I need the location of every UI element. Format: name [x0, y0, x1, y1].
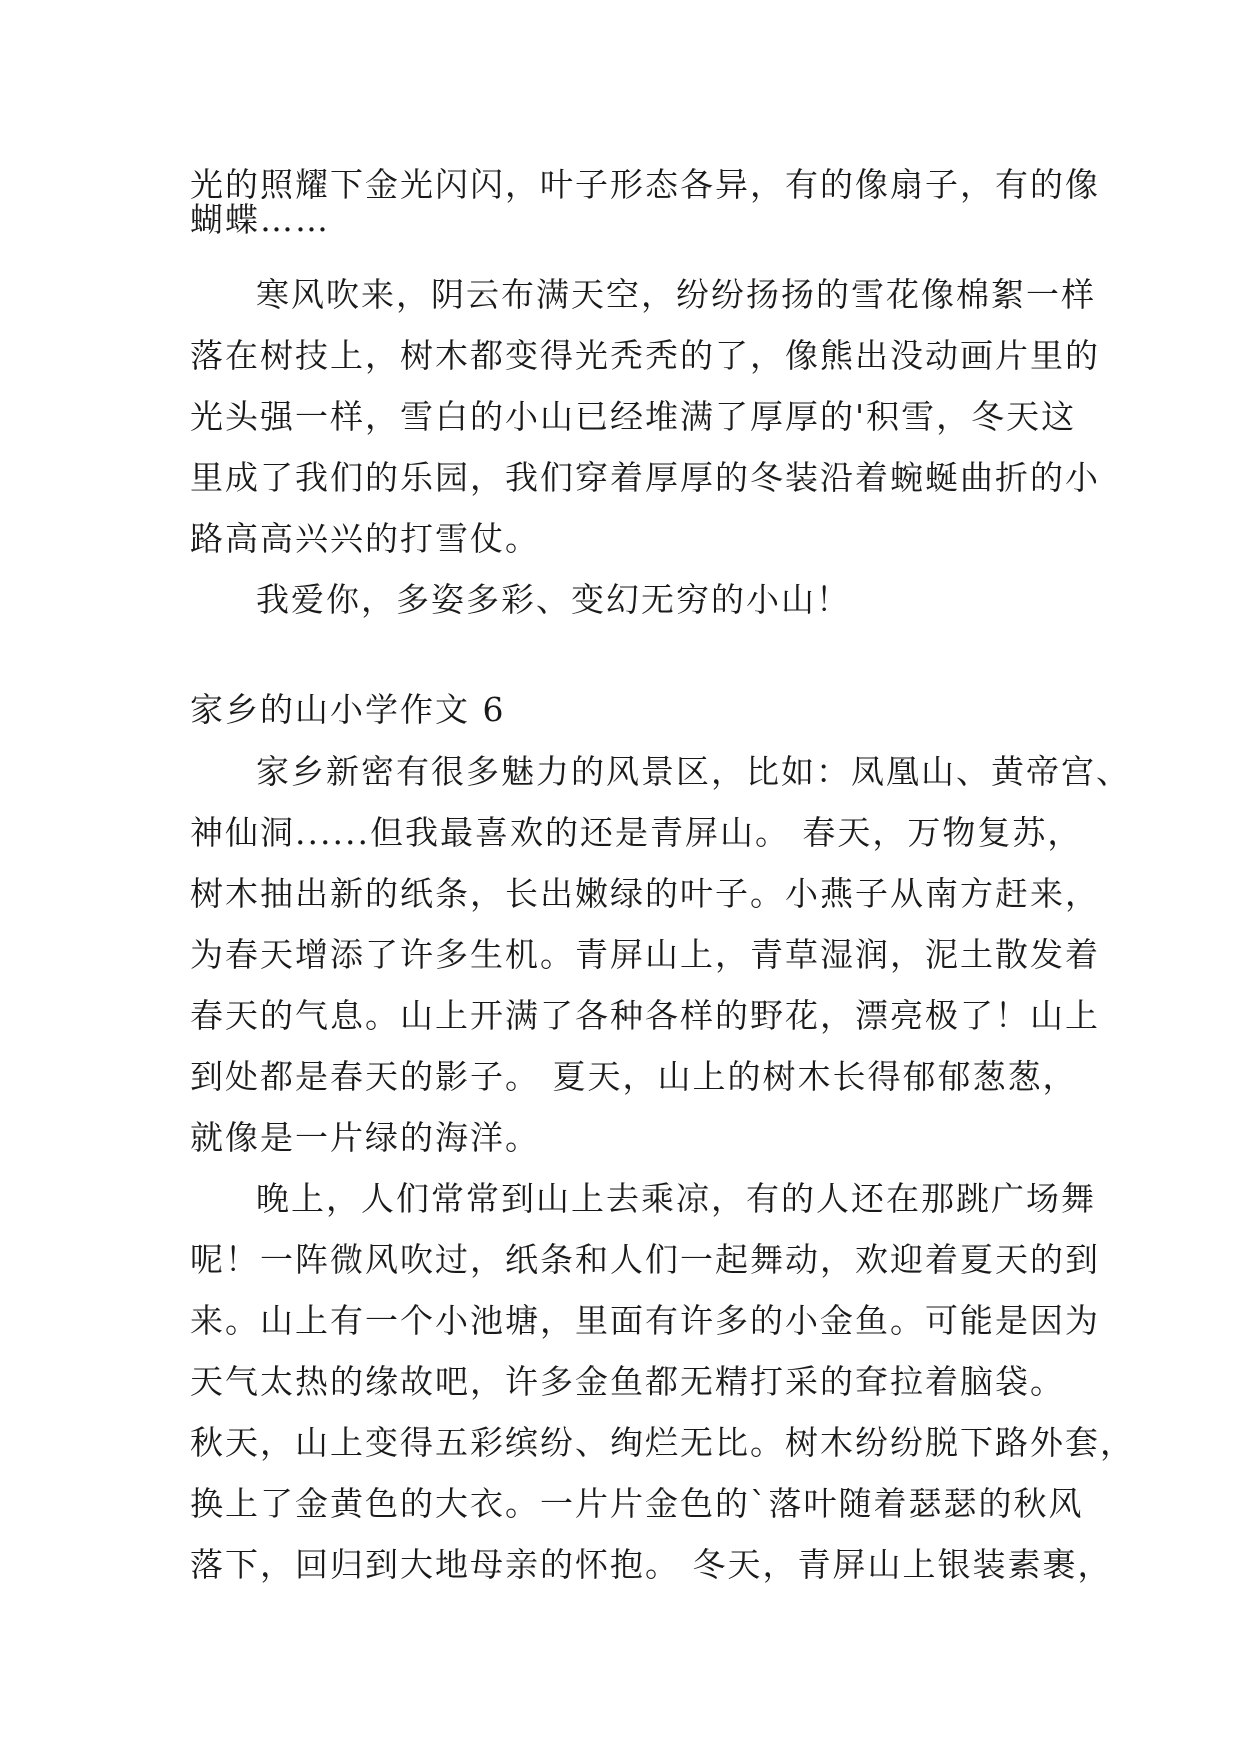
- text-line: 落在树技上，树木都变得光秃秃的了，像熊出没动画片里的: [190, 336, 1100, 375]
- text-line: 来。山上有一个小池塘，里面有许多的小金鱼。可能是因为: [190, 1301, 1100, 1340]
- text-line: 呢！一阵微风吹过，纸条和人们一起舞动，欢迎着夏天的到: [190, 1240, 1100, 1279]
- text-line: 树木抽出新的纸条，长出嫩绿的叶子。小燕子从南方赶来，: [190, 874, 1100, 913]
- text-line: 到处都是春天的影子。 夏天，山上的树木长得郁郁葱葱，: [190, 1057, 1078, 1096]
- text-line: 路高高兴兴的打雪仗。: [190, 519, 540, 558]
- paragraph-line: 我爱你，多姿多彩、变幻无穷的小山！: [256, 580, 851, 619]
- text-line: 光头强一样，雪白的小山已经堆满了厚厚的'积雪，冬天这: [190, 397, 1077, 436]
- text-line: 秋天，山上变得五彩缤纷、绚烂无比。树木纷纷脱下路外套，: [190, 1423, 1135, 1462]
- text-line: 就像是一片绿的海洋。: [190, 1118, 540, 1157]
- text-line: 换上了金黄色的大衣。一片片金色的`落叶随着瑟瑟的秋风: [190, 1484, 1084, 1523]
- text-line: 里成了我们的乐园，我们穿着厚厚的冬装沿着蜿蜒曲折的小: [190, 458, 1100, 497]
- text-line: 天气太热的缘故吧，许多金鱼都无精打采的耷拉着脑袋。: [190, 1362, 1065, 1401]
- paragraph-line: 寒风吹来，阴云布满天空，纷纷扬扬的雪花像棉絮一样: [256, 275, 1096, 314]
- text-line: 蝴蝶……: [190, 200, 330, 239]
- text-line: 落下，回归到大地母亲的怀抱。 冬天，青屏山上银装素裹，: [190, 1545, 1113, 1584]
- paragraph-line: 家乡新密有很多魅力的风景区，比如：凤凰山、黄帝宫、: [256, 752, 1131, 791]
- text-line: 神仙洞......但我最喜欢的还是青屏山。 春天，万物复苏，: [190, 813, 1083, 852]
- text-line: 光的照耀下金光闪闪，叶子形态各异，有的像扇子，有的像: [190, 165, 1100, 204]
- section-title: 家乡的山小学作文 6: [190, 690, 506, 729]
- text-line: 为春天增添了许多生机。青屏山上，青草湿润，泥土散发着: [190, 935, 1100, 974]
- text-line: 春天的气息。山上开满了各种各样的野花，漂亮极了！山上: [190, 996, 1100, 1035]
- paragraph-line: 晚上，人们常常到山上去乘凉，有的人还在那跳广场舞: [256, 1179, 1096, 1218]
